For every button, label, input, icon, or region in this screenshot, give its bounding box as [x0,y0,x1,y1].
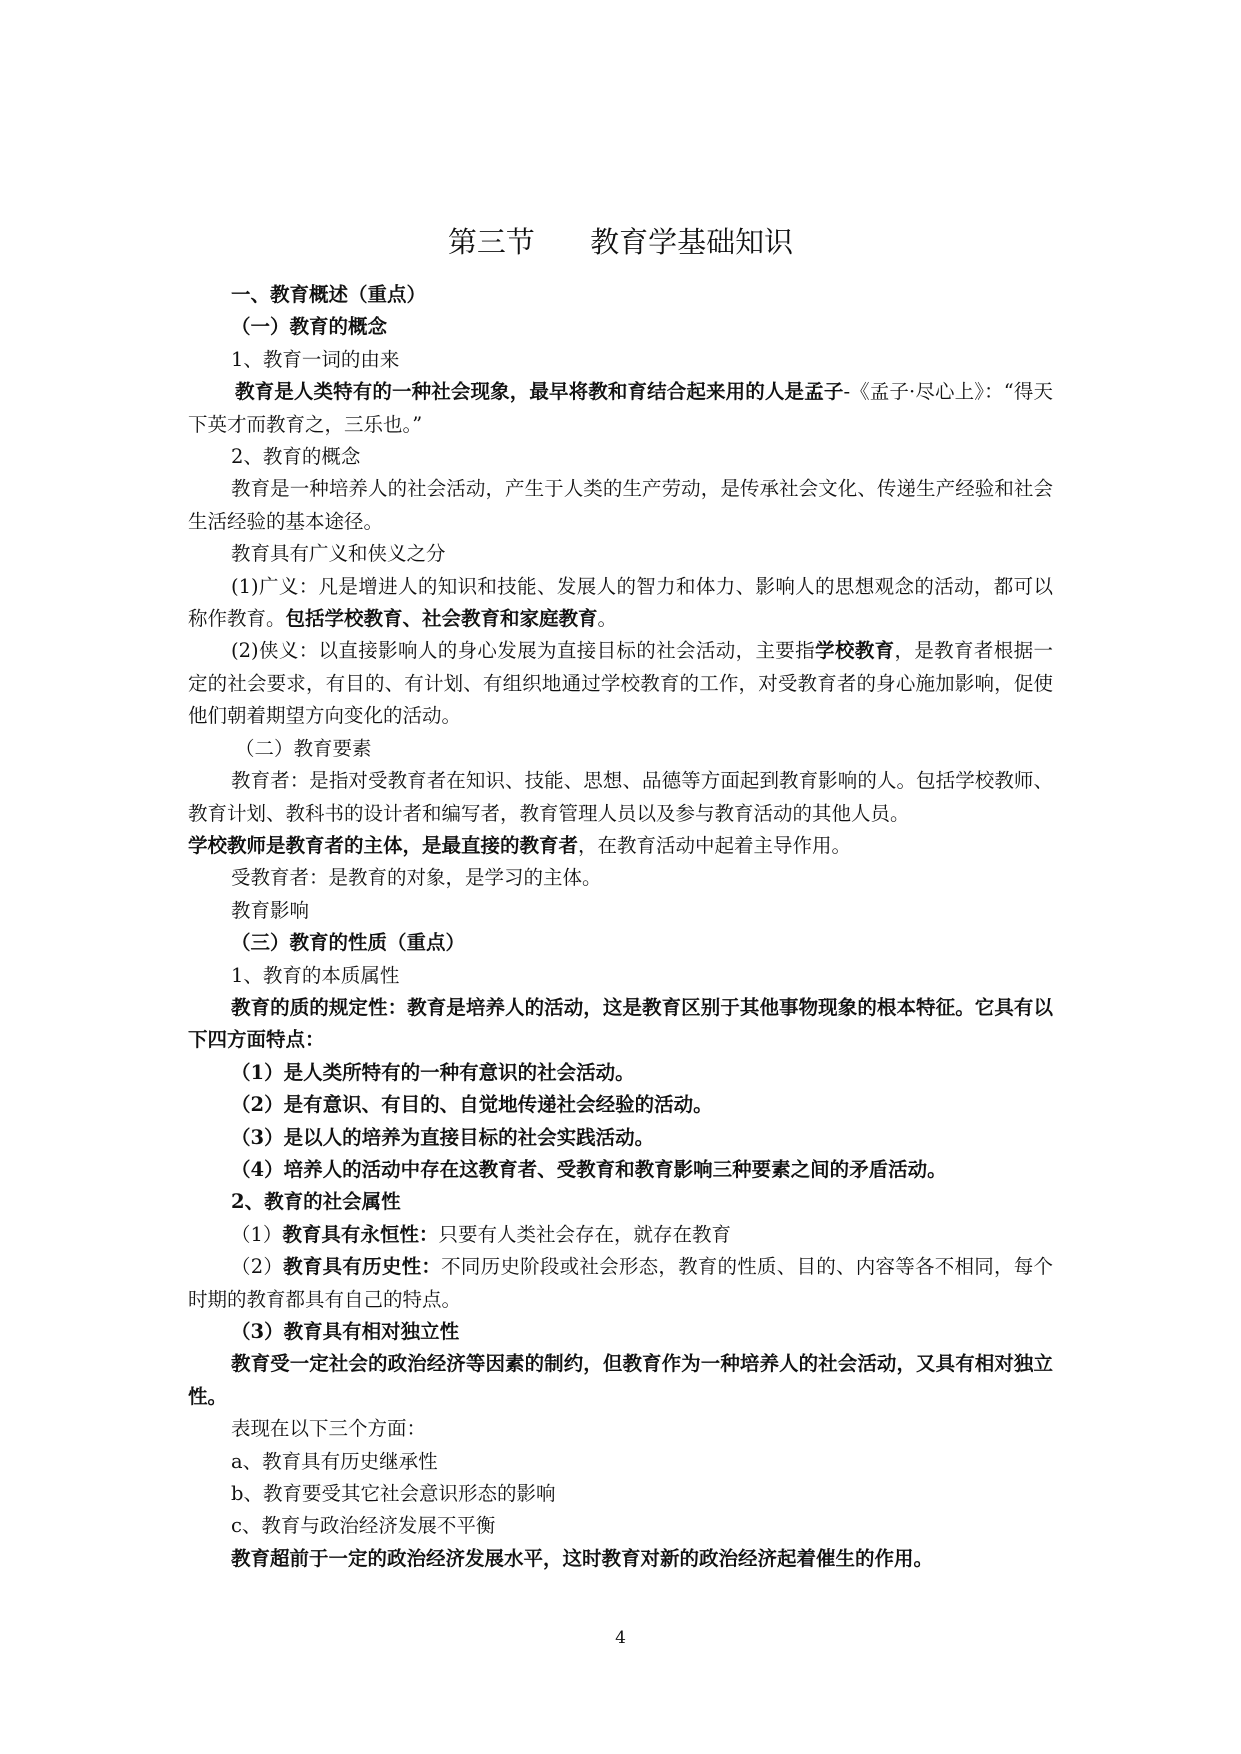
feature-item: （3）是以人的培养为直接目标的社会实践活动。 [231,1125,655,1149]
bold-text: 学校教育 [815,639,895,663]
plain-text: 。 [597,607,618,631]
bold-text: 教育具有永恒性： [282,1222,439,1246]
bold-text: 包括学校教育、社会教育和家庭教育 [285,607,598,631]
attribute-item [188,1219,1053,1251]
item-heading: 1、教育一词的由来 [231,347,400,371]
item-heading: 2、教育的概念 [231,445,361,469]
paragraph: 教育者：是指对受教育者在知识、技能、思想、品德等方面起到教育影响的人。包括学校教师、教育计划、教科书的设计者和编写者，教育管理人员以及参与教育活动的其他人员。 [188,769,1053,825]
item-number: （2） [231,1255,284,1279]
paragraph: 教育影响 [231,898,310,922]
attribute-item [188,1251,1053,1316]
subsection-heading: （二）教育要素 [235,736,372,760]
section-heading: 一、教育概述（重点） [231,283,427,306]
paragraph: 受教育者：是教育的对象，是学习的主体。 [231,866,602,890]
plain-text: (1)广义：凡是增进人的知识和技能、发展人的智力和体力、影响人的思想观念的活动，都可以称作教育。 [188,574,1053,631]
page-number: 4 [615,1628,626,1648]
page-title: 第三节 教育学基础知识 [447,225,794,259]
feature-item: （1）是人类所特有的一种有意识的社会活动。 [231,1060,635,1084]
list-item: a、教育具有历史继承性 [231,1449,438,1473]
paragraph: 教育具有广义和侠义之分 [231,542,446,566]
paragraph: 教育受一定社会的政治经济等因素的制约，但教育作为一种培养人的社会活动，又具有相对独立性。 [188,1352,1053,1408]
paragraph: 教育是一种培养人的社会活动，产生于人类的生产劳动，是传承社会文化、传递生产经验和社会生活经验的基本途径。 [188,477,1053,533]
paragraph: 表现在以下三个方面： [231,1417,427,1441]
paragraph [188,635,1053,732]
plain-text: ，在教育活动中起着主导作用。 [578,833,852,857]
plain-text: 不同历史阶段或社会形态，教育的性质、目的、内容等各不相同，每个时期的教育都具有自己的特点。 [188,1255,1053,1311]
plain-text: -《孟子·尽心上》：“得天下英才而教育之，三乐也。” [188,380,1053,436]
paragraph [188,571,1053,636]
feature-item: （4）培养人的活动中存在这教育者、受教育和教育影响三种要素之间的矛盾活动。 [231,1157,947,1181]
list-item: c、教育与政治经济发展不平衡 [231,1514,496,1538]
paragraph: 教育超前于一定的政治经济发展水平，这时教育对新的政治经济起着催生的作用。 [231,1546,934,1570]
item-heading: 1、教育的本质属性 [231,963,400,987]
plain-text: (2)侠义：以直接影响人的身心发展为直接目标的社会活动，主要指 [231,639,816,663]
list-item: b、教育要受其它社会意识形态的影响 [231,1482,556,1506]
paragraph [188,830,1053,862]
plain-text: 只要有人类社会存在，就存在教育 [438,1222,731,1246]
bold-text: 教育具有历史性： [283,1255,442,1279]
bold-text: 学校教师是教育者的主体，是最直接的教育者 [188,833,579,857]
attribute-item: （3）教育具有相对独立性 [231,1320,460,1343]
bold-text: 教育是人类特有的一种社会现象，最早将教和育结合起来用的人是孟子 [235,380,844,404]
document-body [188,279,1053,1575]
feature-item: （2）是有意识、有目的、自觉地传递社会经验的活动。 [231,1093,713,1117]
item-heading: 2、教育的社会属性 [231,1190,401,1214]
plain-text: ，是教育者根据一定的社会要求，有目的、有计划、有组织地通过学校教育的工作，对受教育者的身心施加影响，促使他们朝着期望方向变化的活动。 [188,639,1053,728]
paragraph [188,376,1053,441]
paragraph: 教育的质的规定性：教育是培养人的活动，这是教育区别于其他事物现象的根本特征。它具有以下四方面特点： [188,995,1053,1052]
subsection-heading: （三）教育的性质（重点） [231,931,466,955]
item-number: （1） [231,1222,283,1246]
subsection-heading: （一）教育的概念 [231,315,388,339]
